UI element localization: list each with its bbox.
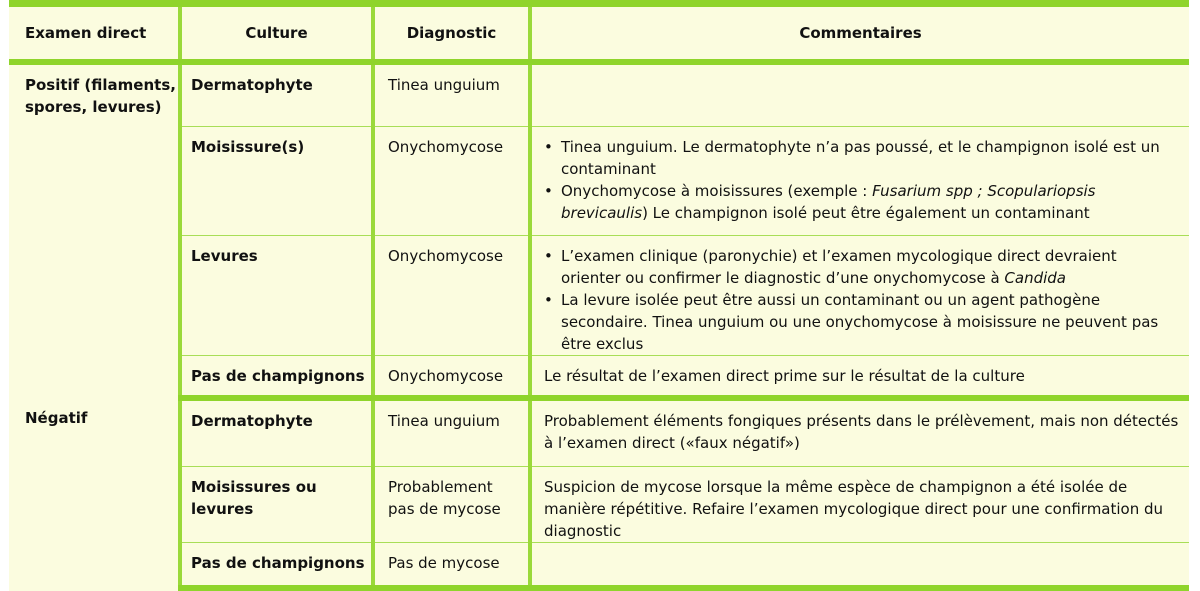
cell-diagnostic: Probablement pas de mycose <box>373 467 530 543</box>
comment-bullet: • La levure isolée peut être aussi un contaminant ou un agent pathogène secondaire. Tinea unguium ou une onychomycose à moisissure ne peuvent pas être exclus <box>544 289 1179 355</box>
comment-bullet-list <box>544 136 1179 224</box>
group-label-negatif: Négatif <box>25 409 88 427</box>
cell-diagnostic: Tinea unguium <box>373 398 530 467</box>
cell-comment: Le résultat de l’examen direct prime sur le résultat de la culture <box>530 356 1189 399</box>
species-name: Candida <box>1004 269 1066 287</box>
mycology-results-table <box>9 0 1189 591</box>
cell-culture: Moisissures ou levures <box>180 467 373 543</box>
comment-bullet-list <box>544 245 1179 355</box>
cell-culture: Levures <box>180 236 373 356</box>
comment-bullet <box>544 245 1179 289</box>
table-row <box>9 356 1189 399</box>
cell-comment <box>530 236 1189 356</box>
comment-bullet <box>544 180 1179 224</box>
cell-culture: Pas de champignons <box>180 543 373 589</box>
bullet-text: Onychomycose à moisissures (exemple : <box>561 182 873 200</box>
bullet-text: L’examen clinique (paronychie) et l’examen mycologique direct devraient orienter ou confirmer le diagnostic d’une onychomycose à <box>561 247 1117 287</box>
table-row <box>9 62 1189 127</box>
cell-diagnostic: Tinea unguium <box>373 62 530 127</box>
header-culture: Culture <box>180 4 373 63</box>
cell-comment: Probablement éléments fongiques présents dans le prélèvement, mais non détectés à l’examen direct («faux négatif») <box>530 398 1189 467</box>
species-names: Fusarium spp ; Scopulariopsis brevicaulis <box>561 182 1096 222</box>
header-examen-direct: Examen direct <box>9 4 180 63</box>
table-header-row <box>9 4 1189 63</box>
table-row <box>9 543 1189 589</box>
cell-diagnostic: Pas de mycose <box>373 543 530 589</box>
cell-diagnostic: Onychomycose <box>373 236 530 356</box>
cell-culture: Dermatophyte <box>180 398 373 467</box>
table-row <box>9 398 1189 467</box>
header-commentaires: Commentaires <box>530 4 1189 63</box>
cell-culture: Pas de champignons <box>180 356 373 399</box>
group-label-positif: Positif (filaments, spores, levures) <box>25 76 176 116</box>
table-row <box>9 467 1189 543</box>
cell-diagnostic: Onychomycose <box>373 127 530 236</box>
table-row <box>9 236 1189 356</box>
cell-comment <box>530 62 1189 127</box>
header-diagnostic: Diagnostic <box>373 4 530 63</box>
comment-bullet: • Tinea unguium. Le dermatophyte n’a pas poussé, et le champignon isolé est un contaminant <box>544 136 1179 180</box>
cell-culture: Dermatophyte <box>180 62 373 127</box>
cell-comment <box>530 127 1189 236</box>
cell-comment <box>530 543 1189 589</box>
cell-comment: Suspicion de mycose lorsque la même espèce de champignon a été isolée de manière répétitive. Refaire l’examen mycologique direct pour une confirmation du diagnostic <box>530 467 1189 543</box>
table-row <box>9 127 1189 236</box>
bullet-text: ) Le champignon isolé peut être également un contaminant <box>642 204 1090 222</box>
cell-diagnostic: Onychomycose <box>373 356 530 399</box>
cell-culture: Moisissure(s) <box>180 127 373 236</box>
